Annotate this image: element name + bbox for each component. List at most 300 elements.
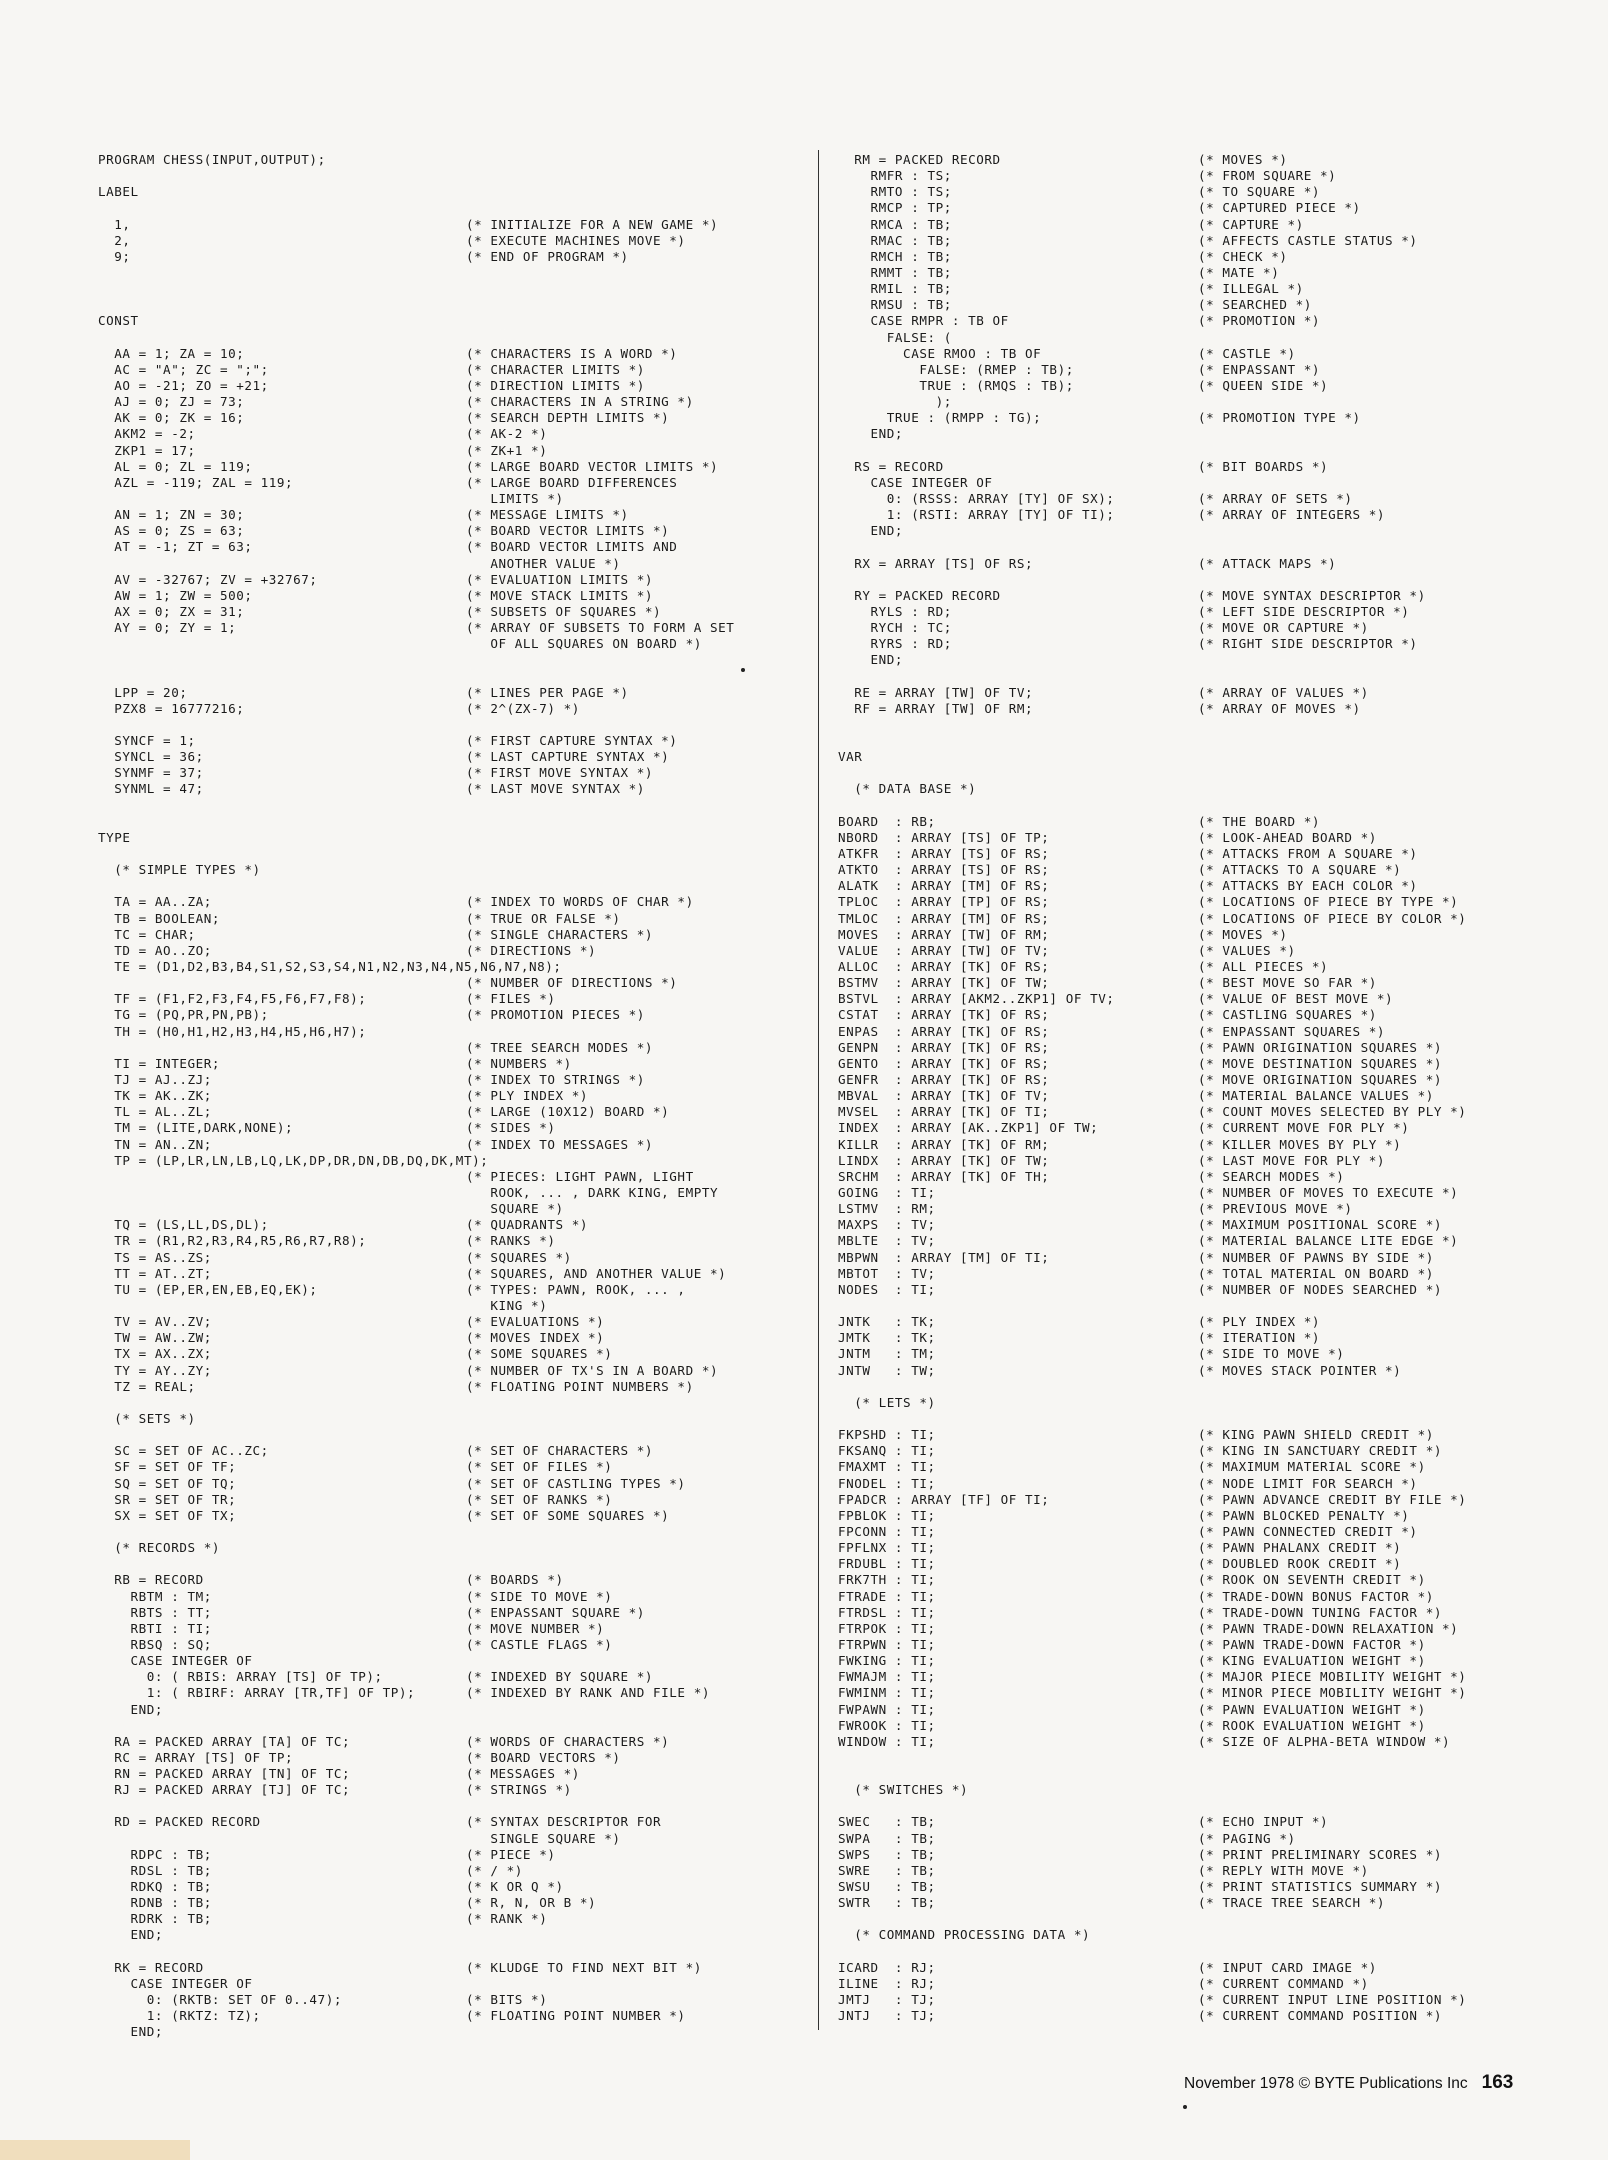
code-text: ILINE : RJ; [838,1975,936,1991]
code-line [98,1169,798,1185]
code-comment: (* CASTLE *) [1198,345,1296,361]
code-line [838,1330,1538,1346]
code-line [838,265,1538,281]
code-line [838,1766,1538,1782]
code-comment: (* PAGING *) [1198,1830,1296,1846]
code-text: TX = AX..ZX; [98,1346,212,1362]
code-text: SC = SET OF AC..ZC; [98,1443,269,1459]
page-footer [1184,2072,1513,2094]
code-comment: (* EXECUTE MACHINES MOVE *) [466,232,686,248]
code-text: MBLTE : TV; [838,1233,936,1249]
code-text: FMAXMT : TI; [838,1459,936,1475]
code-line [838,830,1538,846]
code-comment: (* PROMOTION TYPE *) [1198,410,1361,426]
code-comment: (* REPLY WITH MOVE *) [1198,1862,1369,1878]
code-text: ); [838,394,952,410]
code-line [98,1831,798,1847]
code-comment: (* VALUES *) [1198,942,1296,958]
code-line [838,604,1538,620]
code-text: CASE RMPR : TB OF [838,313,1009,329]
code-text: SQ = SET OF TQ; [98,1475,237,1491]
code-text: FALSE: (RMEP : TB); [838,361,1074,377]
code-comment: SINGLE SQUARE *) [466,1830,621,1846]
code-line [838,717,1538,733]
code-line [98,1217,798,1233]
code-text: SYNCF = 1; [98,733,196,749]
code-line [98,1556,798,1572]
code-line [98,168,798,184]
code-comment: (* INDEX TO MESSAGES *) [466,1136,654,1152]
code-line [98,1185,798,1201]
code-text: RDRK : TB; [98,1911,212,1927]
code-comment: (* KING EVALUATION WEIGHT *) [1198,1653,1426,1669]
code-text: RY = PACKED RECORD [838,587,1001,603]
code-line [838,378,1538,394]
code-comment: SQUARE *) [466,1201,564,1217]
code-text: ATKFR : ARRAY [TS] OF RS; [838,846,1050,862]
code-text: RBSQ : SQ; [98,1636,212,1652]
code-line [838,701,1538,717]
code-comment: (* MOVE DESTINATION SQUARES *) [1198,1055,1442,1071]
code-comment: (* CASTLE FLAGS *) [466,1636,613,1652]
code-line [838,362,1538,378]
code-line [838,249,1538,265]
code-line [98,1346,798,1362]
code-line [98,1427,798,1443]
code-text: SR = SET OF TR; [98,1491,237,1507]
code-comment: (* RANKS *) [466,1233,556,1249]
code-line [98,620,798,636]
print-speck [1183,2105,1187,2109]
code-line [98,1459,798,1475]
code-line [98,1363,798,1379]
code-line [838,1814,1538,1830]
code-line [838,588,1538,604]
code-line [98,685,798,701]
code-text: (* SIMPLE TYPES *) [98,862,261,878]
code-line [98,1976,798,1992]
code-text: 0: ( RBIS: ARRAY [TS] OF TP); [98,1669,383,1685]
code-comment: (* ATTACKS BY EACH COLOR *) [1198,878,1418,894]
code-comment: (* COUNT MOVES SELECTED BY PLY *) [1198,1104,1467,1120]
code-line [98,1266,798,1282]
code-line [98,1863,798,1879]
code-comment: (* CHARACTER LIMITS *) [466,361,645,377]
code-line [98,1960,798,1976]
code-line [98,1476,798,1492]
code-comment: (* SET OF RANKS *) [466,1491,613,1507]
code-line [838,1056,1538,1072]
code-text: SWPA : TB; [838,1830,936,1846]
code-text: FTRPOK : TI; [838,1620,936,1636]
code-comment: ANOTHER VALUE *) [466,555,621,571]
code-text: TM = (LITE,DARK,NONE); [98,1120,294,1136]
code-comment: (* ARRAY OF VALUES *) [1198,684,1369,700]
code-comment: (* BOARD VECTORS *) [466,1749,621,1765]
code-line [838,491,1538,507]
code-line [838,781,1538,797]
code-comment: (* SOME SQUARES *) [466,1346,613,1362]
code-line [98,1895,798,1911]
code-comment: (* SET OF CASTLING TYPES *) [466,1475,686,1491]
code-comment: (* LOOK-AHEAD BOARD *) [1198,829,1377,845]
code-text: SYNMF = 37; [98,765,204,781]
code-line [98,1298,798,1314]
code-line [98,830,798,846]
page-number: 163 [1481,2072,1514,2093]
code-comment: (* CURRENT COMMAND POSITION *) [1198,2008,1442,2024]
code-comment: (* THE BOARD *) [1198,813,1320,829]
code-text: RMFR : TS; [838,168,952,184]
code-text: CASE INTEGER OF [838,474,993,490]
code-text: AK = 0; ZK = 16; [98,410,245,426]
code-text: TF = (F1,F2,F3,F4,F5,F6,F7,F8); [98,991,367,1007]
code-comment: (* INDEX TO WORDS OF CHAR *) [466,894,694,910]
code-comment: (* KING IN SANCTUARY CREDIT *) [1198,1443,1442,1459]
code-comment: (* CURRENT COMMAND *) [1198,1975,1369,1991]
code-text: RX = ARRAY [TS] OF RS; [838,555,1034,571]
code-line [838,1540,1538,1556]
code-comment: (* FLOATING POINT NUMBERS *) [466,1378,694,1394]
code-line [98,1395,798,1411]
code-text: RM = PACKED RECORD [838,152,1001,167]
code-line [98,1814,798,1830]
code-line [98,233,798,249]
code-comment: (* FLOATING POINT NUMBER *) [466,2008,686,2024]
code-comment: (* MOVES INDEX *) [466,1330,605,1346]
code-line [98,1750,798,1766]
code-line [98,781,798,797]
code-line [98,1879,798,1895]
code-text: FWKING : TI; [838,1653,936,1669]
code-text: 0: (RSSS: ARRAY [TY] OF SX); [838,490,1115,506]
code-line [98,894,798,910]
code-text: RMMT : TB; [838,264,952,280]
code-line [98,1120,798,1136]
code-line [838,1782,1538,1798]
code-text: RK = RECORD [98,1959,204,1975]
code-line [98,330,798,346]
code-line [838,1508,1538,1524]
code-text: (* LETS *) [838,1394,936,1410]
code-comment: (* CAPTURE *) [1198,216,1304,232]
code-comment: (* MINOR PIECE MOBILITY WEIGHT *) [1198,1685,1467,1701]
code-comment: (* NUMBER OF PAWNS BY SIDE *) [1198,1249,1434,1265]
code-comment: (* PLY INDEX *) [1198,1314,1320,1330]
code-line [98,717,798,733]
code-comment: (* NUMBER OF TX'S IN A BOARD *) [466,1362,719,1378]
code-comment: (* TRADE-DOWN BONUS FACTOR *) [1198,1588,1434,1604]
code-comment: (* ENPASSANT *) [1198,361,1320,377]
code-line [98,539,798,555]
code-text: TW = AW..ZW; [98,1330,212,1346]
code-comment: (* MESSAGES *) [466,1766,580,1782]
code-line [838,1153,1538,1169]
code-line [838,346,1538,362]
code-comment: (* ATTACKS FROM A SQUARE *) [1198,846,1418,862]
code-line [98,1443,798,1459]
code-text: JMTK : TK; [838,1330,936,1346]
code-comment: (* STRINGS *) [466,1782,572,1798]
code-comment: (* SIDE TO MOVE *) [1198,1346,1345,1362]
code-line [98,152,798,168]
code-line [838,281,1538,297]
code-line [838,685,1538,701]
code-text: TD = AO..ZO; [98,942,212,958]
code-text: TB = BOOLEAN; [98,910,220,926]
code-line [98,426,798,442]
code-comment: (* KILLER MOVES BY PLY *) [1198,1136,1402,1152]
code-comment: (* MATE *) [1198,264,1280,280]
code-comment: (* EVALUATION LIMITS *) [466,571,654,587]
code-comment: (* DIRECTIONS *) [466,942,597,958]
code-comment: (* ATTACK MAPS *) [1198,555,1337,571]
code-comment: (* ZK+1 *) [466,442,548,458]
code-line [838,297,1538,313]
code-text: END; [838,426,904,442]
code-line [838,1411,1538,1427]
code-comment: LIMITS *) [466,490,564,506]
code-comment: (* FIRST MOVE SYNTAX *) [466,765,654,781]
code-text: END; [838,523,904,539]
code-text: TK = AK..ZK; [98,1088,212,1104]
code-comment: (* NUMBER OF DIRECTIONS *) [466,975,678,991]
code-text: RDNB : TB; [98,1895,212,1911]
code-text: END; [98,1927,164,1943]
code-line [98,200,798,216]
code-line [838,233,1538,249]
code-comment: (* PROMOTION PIECES *) [466,1007,645,1023]
code-line [98,733,798,749]
code-comment: (* PAWN EVALUATION WEIGHT *) [1198,1701,1426,1717]
code-line [838,1847,1538,1863]
code-line [98,975,798,991]
code-comment: (* PAWN ORIGINATION SQUARES *) [1198,1039,1442,1055]
code-line [98,1669,798,1685]
code-line [98,1589,798,1605]
code-comment: (* PLY INDEX *) [466,1088,588,1104]
code-line [838,1282,1538,1298]
code-text: TE = (D1,D2,B3,B4,S1,S2,S3,S4,N1,N2,N3,N4,N5,N6,N7,N8); [98,959,562,975]
code-line [838,1363,1538,1379]
code-line [98,184,798,200]
code-text: END; [838,652,904,668]
code-text: (* RECORDS *) [98,1540,220,1556]
code-comment: (* SIZE OF ALPHA-BETA WINDOW *) [1198,1733,1451,1749]
code-text: SX = SET OF TX; [98,1507,237,1523]
code-line [838,1185,1538,1201]
code-comment: (* CHECK *) [1198,248,1288,264]
code-text: NBORD : ARRAY [TS] OF TP; [838,829,1050,845]
code-comment: (* ARRAY OF SETS *) [1198,490,1353,506]
code-line [838,1120,1538,1136]
code-line [98,1637,798,1653]
code-text: AL = 0; ZL = 119; [98,458,253,474]
code-comment: (* BOARDS *) [466,1572,564,1588]
code-line [838,862,1538,878]
code-text: FPFLNX : TI; [838,1540,936,1556]
code-text: RMCH : TB; [838,248,952,264]
code-line [98,1508,798,1524]
code-line [98,249,798,265]
code-comment: (* ILLEGAL *) [1198,281,1304,297]
code-comment: (* END OF PROGRAM *) [466,248,629,264]
code-text: FRDUBL : TI; [838,1556,936,1572]
code-line [98,1685,798,1701]
code-line [838,1589,1538,1605]
code-comment: (* MOVE NUMBER *) [466,1620,605,1636]
code-line [98,572,798,588]
code-comment: (* WORDS OF CHARACTERS *) [466,1733,670,1749]
code-text: AKM2 = -2; [98,426,196,442]
code-line [838,669,1538,685]
code-line [838,1927,1538,1943]
code-line [98,1282,798,1298]
code-text: RBTI : TI; [98,1620,212,1636]
code-comment: (* TREE SEARCH MODES *) [466,1039,654,1055]
code-text: FTRPWN : TI; [838,1636,936,1652]
code-comment: (* ECHO INPUT *) [1198,1814,1329,1830]
code-text: BOARD : RB; [838,813,936,829]
code-text: TI = INTEGER; [98,1055,220,1071]
code-comment: (* ALL PIECES *) [1198,959,1329,975]
code-line [838,798,1538,814]
code-comment: (* LARGE BOARD VECTOR LIMITS *) [466,458,719,474]
code-line [98,1911,798,1927]
code-comment: (* BOARD VECTOR LIMITS AND [466,539,678,555]
code-text: RMIL : TB; [838,281,952,297]
code-line [98,1572,798,1588]
code-line [838,1476,1538,1492]
code-comment: (* QUEEN SIDE *) [1198,377,1329,393]
code-text: RBTM : TM; [98,1588,212,1604]
code-line [838,636,1538,652]
code-comment: (* PAWN BLOCKED PENALTY *) [1198,1507,1410,1523]
code-text: (* DATA BASE *) [838,781,977,797]
code-comment: (* LINES PER PAGE *) [466,684,629,700]
code-text: KILLR : ARRAY [TK] OF RM; [838,1136,1050,1152]
code-line [838,443,1538,459]
code-line [838,1669,1538,1685]
code-line [838,426,1538,442]
code-comment: (* ARRAY OF INTEGERS *) [1198,507,1386,523]
code-line [838,959,1538,975]
code-text: TL = AL..ZL; [98,1104,212,1120]
code-comment: (* INPUT CARD IMAGE *) [1198,1959,1377,1975]
code-text: SYNCL = 36; [98,749,204,765]
code-comment: (* MOVES *) [1198,926,1288,942]
code-comment: (* SET OF FILES *) [466,1459,613,1475]
code-text: TV = AV..ZV; [98,1314,212,1330]
code-comment: (* ITERATION *) [1198,1330,1320,1346]
code-text: LSTMV : RM; [838,1201,936,1217]
code-line [98,1040,798,1056]
code-line [98,1944,798,1960]
code-line [98,1992,798,2008]
code-line [98,749,798,765]
code-line [98,2024,798,2040]
code-line [98,652,798,668]
code-text: CSTAT : ARRAY [TK] OF RS; [838,1007,1050,1023]
code-line [98,1798,798,1814]
code-comment: (* NUMBERS *) [466,1055,572,1071]
code-line [838,1233,1538,1249]
code-line [838,1298,1538,1314]
code-text: TY = AY..ZY; [98,1362,212,1378]
code-text: SWTR : TB; [838,1895,936,1911]
code-line [98,669,798,685]
code-line [838,475,1538,491]
code-comment: (* PROMOTION *) [1198,313,1320,329]
code-line [838,459,1538,475]
code-text: AC = "A"; ZC = ";"; [98,361,269,377]
code-line [838,523,1538,539]
code-line [98,959,798,975]
code-line [98,281,798,297]
code-comment: (* NUMBER OF MOVES TO EXECUTE *) [1198,1185,1459,1200]
code-comment: (* AK-2 *) [466,426,548,442]
code-line [838,1863,1538,1879]
code-line [98,636,798,652]
code-line [838,1798,1538,1814]
code-comment: (* BITS *) [466,1992,548,2008]
code-text: CASE RMOO : TB OF [838,345,1042,361]
code-comment: (* SIDE TO MOVE *) [466,1588,613,1604]
code-text: RMTO : TS; [838,184,952,200]
code-comment: (* MOVES STACK POINTER *) [1198,1362,1402,1378]
code-line [98,1524,798,1540]
code-comment: (* CHARACTERS IN A STRING *) [466,394,694,410]
code-text: RN = PACKED ARRAY [TN] OF TC; [98,1766,351,1782]
code-line [98,878,798,894]
code-line [98,1088,798,1104]
code-comment: (* MATERIAL BALANCE VALUES *) [1198,1088,1434,1104]
code-line [838,1250,1538,1266]
code-text: CASE INTEGER OF [98,1653,253,1669]
code-line [838,1879,1538,1895]
code-text: AW = 1; ZW = 500; [98,587,253,603]
code-line [838,1637,1538,1653]
code-line [98,1024,798,1040]
code-text: RDSL : TB; [98,1862,212,1878]
code-text: TRUE : (RMQS : TB); [838,377,1074,393]
code-comment: (* SEARCH DEPTH LIMITS *) [466,410,670,426]
code-line [98,1330,798,1346]
code-line [98,1007,798,1023]
code-text: TYPE [98,829,131,845]
code-line [838,846,1538,862]
code-line [98,297,798,313]
code-line [838,1992,1538,2008]
print-speck [741,668,745,672]
code-line [98,2008,798,2024]
code-text: TU = (EP,ER,EN,EB,EQ,EK); [98,1281,318,1297]
code-text: ATKTO : ARRAY [TS] OF RS; [838,862,1050,878]
code-text: FPBLOK : TI; [838,1507,936,1523]
code-text: AZL = -119; ZAL = 119; [98,474,294,490]
code-text: 9; [98,248,131,264]
code-text: AT = -1; ZT = 63; [98,539,253,555]
code-comment: (* INITIALIZE FOR A NEW GAME *) [466,216,719,232]
code-text: ICARD : RJ; [838,1959,936,1975]
code-comment: (* MAXIMUM POSITIONAL SCORE *) [1198,1217,1442,1233]
code-line [98,1411,798,1427]
code-comment: (* LARGE BOARD DIFFERENCES [466,474,678,490]
code-comment: (* BIT BOARDS *) [1198,458,1329,474]
code-comment: (* PAWN ADVANCE CREDIT BY FILE *) [1198,1491,1467,1507]
code-text: LABEL [98,184,139,200]
code-text: RE = ARRAY [TW] OF TV; [838,684,1034,700]
